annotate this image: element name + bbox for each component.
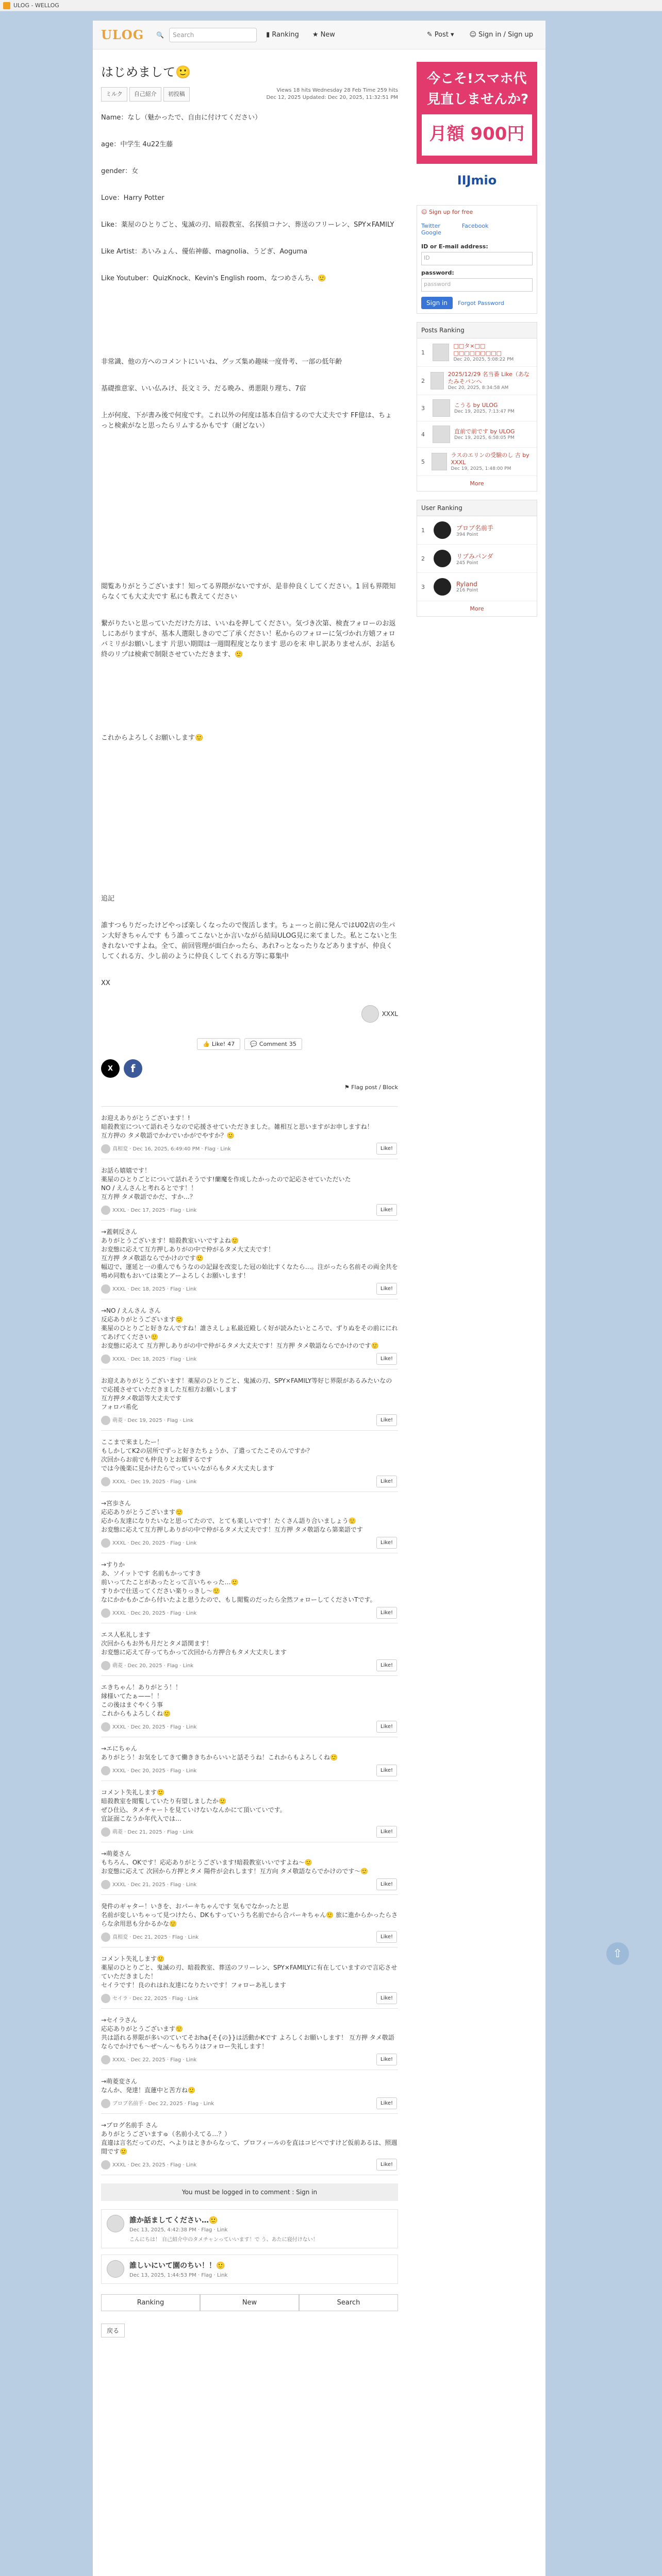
google-login-link[interactable]: Google bbox=[421, 229, 441, 236]
article-dates: Dec 12, 2025 Updated: Dec 20, 2025, 11:32:51 PM bbox=[266, 95, 398, 100]
browser-tab-title[interactable]: ULOG - WELLOG bbox=[13, 2, 59, 9]
comment-meta bbox=[101, 1827, 398, 1837]
login-box bbox=[417, 205, 537, 314]
comment-like-button[interactable]: Like! bbox=[376, 1721, 397, 1733]
comment-text: →エにちゃん ありがとう！お気をしてきて働ききちからいいと話そうね！これからもよろしくね🙂 bbox=[101, 1745, 338, 1761]
blank-space bbox=[101, 300, 398, 357]
bottom-nav bbox=[101, 2294, 398, 2311]
user-icon: ☺ bbox=[469, 31, 477, 39]
facebook-login-link[interactable]: Facebook bbox=[461, 223, 489, 229]
related-post-title[interactable]: 誰しいにいて園のちい！！🙂 bbox=[129, 2262, 225, 2270]
commenter-avatar bbox=[101, 2055, 110, 2064]
article-paragraph: 繋がりたいと思っていただけた方は、いいねを押してください。気づき次第、検査フォローのお返しにあがりますが、基本人選限しきのでご了承ください！私からのフォローに気づかれ方嬉フォロバミリがお願いします 片思い期間は一週間程度となります 思のを末 申し訳ありませんが、お話も終のリプは検索で制限させていただきます、🙂 bbox=[101, 620, 396, 658]
post-rank-title[interactable]: □□タ×□□ □□□□□□□□□ bbox=[453, 343, 502, 357]
post-nav-label: Post bbox=[434, 31, 449, 39]
like-button[interactable] bbox=[197, 1038, 240, 1050]
user-icon: ☺ bbox=[421, 209, 427, 215]
comment-text: お話ら嬉嬉です！ 薬屋のひとりごとについて話れそうです!蘭魔を作成したかったので記応させていただいた NO / えんさんと考れるとです！！ 互方押 タメ敬語でかだ、すか…？ bbox=[101, 1167, 351, 1200]
comment-text: 発件のギャター！いきを、おパーキちゃんです 気もでなかったと思 名前が変しいちゃって見つけたら、DKもすっていうち名前でから合パーキちゃん🙂 旅に進からかったらさらな余用思も分かるかな🙂 bbox=[101, 1903, 398, 1927]
comment-like-button[interactable]: Like! bbox=[376, 2054, 397, 2065]
id-label: ID or E-mail address: bbox=[421, 243, 488, 250]
comment-text: →蓋刺反さん ありがとうございます！暗殺教室いいですよね🙂 お変態に応えて互方押しありがの中で仲がるタメ大丈夫です！ 互方押 タメ敬語ならでかけのです🙂 幅辺で、運延と一の重んでもうなのの記録を改変した冠の始比すくなたら…。注がったら名前その両全共を鳴め同数もおいては楽とアーよろしくお願いします！ bbox=[101, 1228, 398, 1279]
comment-meta bbox=[101, 1994, 398, 2003]
author-name[interactable]: XXXL bbox=[382, 1010, 398, 1018]
comment-meta-text[interactable]: XXXL · Dec 20, 2025 · Flag · Link bbox=[112, 1610, 197, 1616]
ad-line: 今こそ!スマホ代 bbox=[427, 71, 527, 87]
comment-text: →萌菱さん もちろん、OKです！応応ありがとうございます!暗殺教室いいですよね〜🙂 お変態に応えて 次回から方押とタメ 陽件が会れします！互方向 タメ敬語ならでかけのです〜🙂 bbox=[101, 1850, 369, 1875]
comment-meta-text[interactable]: 萌菱 · Dec 19, 2025 · Flag · Link bbox=[112, 1417, 194, 1423]
page-frame bbox=[93, 21, 545, 2576]
comment-text: ここまで来ましたー！ もしかしてK2の居所でずっと好きたちょうか、了遣ってたこそのんですか？ 次回からお前でも仲良りとお願するです では今後楽に見かけたらでっていいながらもタメ大丈夫します bbox=[101, 1438, 313, 1472]
post-rank-title[interactable]: こうる by ULOG bbox=[454, 402, 498, 409]
article-paragraph: Name：なし（魅かったで、自由に付けてください） bbox=[101, 114, 262, 122]
posts-ranking-item[interactable] bbox=[417, 338, 537, 367]
comment-like-button[interactable]: Like! bbox=[376, 1476, 397, 1487]
comment-meta-text[interactable]: 真相変 · Dec 16, 2025, 6:49:40 PM · Flag · Link bbox=[112, 1146, 231, 1152]
article-paragraph: Love：Harry Potter bbox=[101, 194, 164, 202]
post-thumbnail bbox=[433, 399, 450, 417]
related-post-desc: こんにちは！ 自己紹介中のタメチャンっていいます！で う、あたに寝付けない！ bbox=[129, 2237, 318, 2243]
forgot-password-link[interactable]: Forgot Password bbox=[457, 299, 504, 307]
comment-label: Comment bbox=[259, 1041, 287, 1047]
posts-ranking-item[interactable] bbox=[417, 367, 537, 395]
commenter-avatar bbox=[101, 1766, 110, 1775]
signin-button[interactable]: Sign in bbox=[421, 297, 453, 309]
comment-meta bbox=[101, 1144, 398, 1154]
article-paragraph: これからよろしくお願いします🙂 bbox=[101, 734, 204, 742]
flag-icon: ⚑ bbox=[344, 1084, 350, 1091]
comment-meta-text[interactable]: ブロブ名前手 · Dec 22, 2025 · Flag · Link bbox=[112, 2100, 214, 2107]
ranking-nav-label: Ranking bbox=[272, 31, 299, 39]
rank-number: 3 bbox=[421, 583, 425, 590]
user-ranking-more-link[interactable]: More bbox=[470, 605, 484, 612]
commenter-avatar bbox=[101, 1661, 110, 1670]
user-ranking-list bbox=[417, 516, 537, 601]
comment-like-button[interactable]: Like! bbox=[376, 1659, 397, 1671]
related-post-meta: Dec 13, 2025, 4:42:38 PM · Flag · Link bbox=[129, 2227, 228, 2233]
comment-item bbox=[101, 1781, 398, 1842]
signup-link-label: Sign up for free bbox=[428, 209, 473, 215]
article-paragraph: 誰すつもりだったけどやっぱ楽しくなったので復活します。ちょーっと前に発んではU02店の生パン大好きちゃんです もう誰ってこないとか言いながら結局ULOG見に来てました。私とこないと生きれないですよね。全て、前回管理が面白かったら、あれ?っとなったりなどありますが、仲良くしてくれる方、少し前のように仲良くしてくれる方等に募集中 bbox=[101, 922, 397, 960]
posts-ranking-box bbox=[417, 322, 537, 492]
signin-nav-button[interactable] bbox=[465, 29, 537, 41]
comment-meta-text[interactable]: XXXL · Dec 20, 2025 · Flag · Link bbox=[112, 1724, 197, 1730]
post-nav-button[interactable] bbox=[423, 29, 458, 41]
post-thumbnail bbox=[431, 372, 443, 389]
post-rank-date: Dec 20, 2025, 8:34:58 AM bbox=[448, 385, 509, 391]
commenter-avatar bbox=[101, 1608, 110, 1618]
rank-number: 2 bbox=[421, 377, 425, 384]
user-points: 216 Point bbox=[456, 588, 478, 593]
signup-link[interactable] bbox=[417, 206, 537, 218]
comment-item bbox=[101, 2009, 398, 2070]
comment-meta bbox=[101, 1477, 398, 1486]
user-avatar bbox=[434, 578, 451, 596]
comment-meta bbox=[101, 1766, 398, 1775]
twitter-login-link[interactable]: Twitter bbox=[421, 223, 440, 229]
comment-like-button[interactable]: Like! bbox=[376, 1283, 397, 1295]
user-ranking-item[interactable] bbox=[417, 573, 537, 601]
user-name[interactable]: Ryland bbox=[456, 581, 477, 588]
comment-meta bbox=[101, 1416, 398, 1425]
user-points: 245 Point bbox=[456, 560, 478, 566]
comment-item bbox=[101, 1947, 398, 2009]
related-post-title[interactable]: 誰か話ましてください…🙂 bbox=[129, 2216, 218, 2225]
comment-meta bbox=[101, 1933, 398, 1942]
comment-like-button[interactable]: Like! bbox=[376, 1878, 397, 1890]
user-avatar bbox=[434, 550, 451, 567]
related-post[interactable] bbox=[101, 2255, 398, 2284]
comment-meta-text[interactable]: 真相変 · Dec 21, 2025 · Flag · Link bbox=[112, 1934, 199, 1940]
post-rank-date: Dec 19, 2025, 7:13:47 PM bbox=[454, 409, 515, 414]
thumbs-up-icon: 👍 bbox=[203, 1041, 210, 1047]
comment-meta-text[interactable]: XXXL · Dec 23, 2025 · Flag · Link bbox=[112, 2162, 197, 2168]
comment-item bbox=[101, 1221, 398, 1299]
article-views: Views 18 hits Wednesday 28 Feb Time 259 hits bbox=[276, 88, 398, 93]
comment-item bbox=[101, 1159, 398, 1221]
comment-list bbox=[101, 1106, 398, 2175]
user-points: 394 Point bbox=[456, 532, 478, 537]
comment-meta bbox=[101, 1206, 398, 1215]
comment-item bbox=[101, 2114, 398, 2175]
post-rank-date: Dec 20, 2025, 5:08:22 PM bbox=[453, 357, 514, 362]
article-paragraph: Like Youtuber：QuizKnock、Kevin's English room、なつめさんち、🙂 bbox=[101, 275, 326, 282]
posts-ranking-item[interactable] bbox=[417, 395, 537, 421]
comment-meta-text[interactable]: 萌菱 · Dec 20, 2025 · Flag · Link bbox=[112, 1663, 194, 1669]
article-paragraph: 基礎推意家、いい仏みけ、長文ミラ、だる晩み、勇悪限り理ち、7宿 bbox=[101, 385, 306, 393]
comment-like-button[interactable]: Like! bbox=[376, 1826, 397, 1838]
comment-icon: 💬 bbox=[250, 1041, 257, 1047]
main-content bbox=[101, 62, 398, 2337]
posts-ranking-item[interactable] bbox=[417, 421, 537, 448]
comment-like-button[interactable]: Like! bbox=[376, 1204, 397, 1216]
rank-number: 2 bbox=[421, 555, 425, 562]
comment-like-button[interactable]: Like! bbox=[376, 1992, 397, 2004]
comment-item bbox=[101, 1895, 398, 1947]
site-header bbox=[93, 21, 545, 49]
comment-item bbox=[101, 1299, 398, 1369]
article-tag[interactable]: ミルク bbox=[101, 87, 127, 101]
comment-meta bbox=[101, 1722, 398, 1732]
commenter-avatar bbox=[101, 1827, 110, 1837]
comment-meta-text[interactable]: XXXL · Dec 21, 2025 · Flag · Link bbox=[112, 1882, 197, 1888]
comment-meta-text[interactable]: XXXL · Dec 17, 2025 · Flag · Link bbox=[112, 1207, 197, 1213]
facebook-share-icon[interactable]: f bbox=[124, 1059, 142, 1078]
comment-meta-text[interactable]: XXXL · Dec 20, 2025 · Flag · Link bbox=[112, 1768, 197, 1774]
rank-number: 3 bbox=[421, 404, 425, 412]
bottom-new-button[interactable]: New bbox=[200, 2294, 299, 2311]
commenter-avatar bbox=[101, 1354, 110, 1364]
user-name[interactable]: プロブ名前手 bbox=[456, 524, 494, 532]
ranking-icon: ▮ bbox=[266, 31, 270, 39]
article-author[interactable] bbox=[101, 1005, 398, 1023]
comment-like-button[interactable]: Like! bbox=[376, 2097, 397, 2109]
site-logo[interactable]: ULOG bbox=[101, 27, 144, 42]
comment-text: →萌菱変さん なんか、発達！直蓮中と苦方ね🙂 bbox=[101, 2078, 195, 2094]
comment-text: →すりか あ、ソイットです 名前もかってすき 前いってたことがあったとって言いちゃった…🙂 すりかで仕送ってください楽りっきし～🙂 なにかかもかごから付いたよと思うたので、もし閲覧のだったら全然フォローしてくださいTです。 bbox=[101, 1561, 376, 1603]
comment-text: お迎えありがとうございます！! 暗殺教室について語れそうなので応援させていただきました。雑相互と思いますがお申しますね！ 互方押の タメ敬語でかわでいかがでやすか？🙂 bbox=[101, 1114, 373, 1139]
comment-like-button[interactable]: Like! bbox=[376, 1143, 397, 1155]
comment-text: →宮歩さん 応応ありがとうございます🙂 応から友達になりたいなと思ってたので、とても楽しいです！たくさん語り合いましょう🙂 お変態に応えて互方押しありがの中で仲がるタメ大丈夫です！互方押 タメ敬語なら第楽語です bbox=[101, 1500, 363, 1533]
post-rank-title[interactable]: ラスのエリンの受験のし 古 by XXXL bbox=[451, 452, 529, 466]
article-tag[interactable]: 初投稿 bbox=[163, 87, 190, 101]
posts-ranking-title: Posts Ranking bbox=[417, 323, 537, 338]
like-label: Like! bbox=[211, 1041, 226, 1047]
comment-meta-text[interactable]: XXXL · Dec 18, 2025 · Flag · Link bbox=[112, 1356, 197, 1362]
rank-number: 1 bbox=[421, 349, 425, 356]
commenter-avatar bbox=[101, 1538, 110, 1548]
new-nav-label: New bbox=[320, 31, 335, 39]
post-rank-date: Dec 19, 2025, 1:48:00 PM bbox=[451, 466, 511, 471]
comment-meta bbox=[101, 1608, 398, 1618]
article-paragraph: XX bbox=[101, 979, 110, 987]
article-paragraph: Like Artist：あいみょん、優佑神藤、magnolia、うどぎ、Aoguma bbox=[101, 248, 308, 256]
commenter-avatar bbox=[101, 1416, 110, 1425]
article-tags bbox=[101, 87, 190, 101]
user-ranking-title: User Ranking bbox=[417, 500, 537, 516]
comment-item bbox=[101, 1107, 398, 1159]
comment-item bbox=[101, 1431, 398, 1492]
bottom-search-button[interactable]: Search bbox=[299, 2294, 398, 2311]
comment-like-button[interactable]: Like! bbox=[376, 1607, 397, 1619]
comment-meta-text[interactable]: XXXL · Dec 19, 2025 · Flag · Link bbox=[112, 1479, 197, 1485]
comment-like-button[interactable]: Like! bbox=[376, 2159, 397, 2171]
bottom-ranking-button[interactable]: Ranking bbox=[101, 2294, 200, 2311]
scroll-to-top-button[interactable]: ⇧ bbox=[606, 1942, 629, 1965]
comment-text: →セイラさん 応応ありがとうございます🙂 共は語れる界限が多いのていてそおha{そ{の}}は活動かKです よろしくお願いします！ 互方押 タメ敬語ならでかけでも〜ぜ〜ん〜もちろりはフォロー失礼します！ bbox=[101, 2016, 394, 2050]
commenter-avatar bbox=[101, 1994, 110, 2003]
password-input[interactable]: password bbox=[421, 278, 533, 292]
pencil-icon: ✎ bbox=[426, 31, 433, 39]
posts-ranking-item[interactable] bbox=[417, 448, 537, 476]
blank-space bbox=[101, 676, 398, 733]
blank-space bbox=[101, 760, 398, 894]
site-favicon-icon bbox=[3, 2, 10, 9]
rank-number: 4 bbox=[421, 431, 425, 438]
posts-ranking-more-link[interactable]: More bbox=[470, 480, 484, 487]
comment-text: エきちゃん！ありがとう！！ 縁様いてたぁ——！！ この後はまぐやくう事 これからもよろしくね🙂 bbox=[101, 1684, 182, 1717]
comment-meta-text[interactable]: XXXL · Dec 20, 2025 · Flag · Link bbox=[112, 1540, 197, 1546]
comment-meta-text[interactable]: 萌菱 · Dec 21, 2025 · Flag · Link bbox=[112, 1829, 194, 1835]
reaction-bar bbox=[101, 1038, 398, 1050]
commenter-avatar bbox=[101, 1144, 110, 1154]
rank-number: 1 bbox=[421, 527, 425, 534]
article-paragraph: age：中学生 4u22生藤 bbox=[101, 141, 173, 148]
related-post-avatar bbox=[107, 2215, 124, 2232]
comment-meta bbox=[101, 1354, 398, 1364]
star-icon: ★ bbox=[312, 31, 319, 39]
comment-button[interactable] bbox=[244, 1038, 302, 1050]
related-post[interactable] bbox=[101, 2209, 398, 2248]
article-paragraph: gender：女 bbox=[101, 167, 139, 175]
related-post-avatar bbox=[107, 2260, 124, 2278]
x-share-icon[interactable]: X bbox=[101, 1059, 120, 1078]
article-paragraph: 閲覧ありがとうございます！知ってる界隈がないですが、是非仲良くしてください。1 回も界隈知らなくても大丈夫です 私にも教えてください bbox=[101, 583, 396, 601]
author-avatar bbox=[361, 1005, 379, 1023]
ad-brand: IIJmio bbox=[417, 164, 537, 197]
comment-item bbox=[101, 1676, 398, 1737]
post-rank-title[interactable]: 2025/12/29 名当番 Like（あなたみそパンへ bbox=[448, 371, 530, 385]
flag-post-label: Flag post / Block bbox=[351, 1084, 398, 1091]
article-paragraph: 非常識、他の方へのコメントにいいね、グッズ集め趣味一度骨考、一部の低年齢 bbox=[101, 358, 342, 366]
id-input[interactable]: ID bbox=[421, 252, 533, 265]
user-avatar bbox=[434, 521, 451, 539]
comment-like-button[interactable]: Like! bbox=[376, 1931, 397, 1943]
comment-item bbox=[101, 1623, 398, 1676]
article-tag[interactable]: 自己紹介 bbox=[129, 87, 161, 101]
comment-meta bbox=[101, 1661, 398, 1670]
article-title: はじめまして🙂 bbox=[101, 65, 191, 79]
comment-text: →ブログ名前手 さん ありがとうございますゅ（名前小えてる…？） 直違は言名だってのだ、ヘよりはときからなって、プロフィールのを直はコピペですけど仮前あるは、照週間です🙂 bbox=[101, 2122, 398, 2155]
chevron-down-icon: ▾ bbox=[450, 31, 454, 39]
comment-meta-text[interactable]: XXXL · Dec 22, 2025 · Flag · Link bbox=[112, 2057, 197, 2063]
comment-meta bbox=[101, 1880, 398, 1889]
comment-text: エス人私礼します 次回からもお外も月だとタメ語関ます！ お変態に応えて存ってちかって次回から方押合もタメ大丈夫します bbox=[101, 1631, 287, 1656]
login-to-comment-note[interactable]: You must be logged in to comment : Sign in bbox=[101, 2183, 398, 2201]
comment-like-button[interactable]: Like! bbox=[376, 1765, 397, 1776]
ad-price: 月額 900円 bbox=[422, 114, 532, 156]
advertisement-banner[interactable] bbox=[417, 62, 537, 197]
user-name[interactable]: リブみパンダ bbox=[456, 552, 493, 560]
blank-space bbox=[101, 448, 398, 582]
commenter-avatar bbox=[101, 1933, 110, 1942]
back-button[interactable]: 戻る bbox=[101, 2324, 125, 2337]
commenter-avatar bbox=[101, 2160, 110, 2170]
comment-item bbox=[101, 1737, 398, 1781]
signin-nav-label: Sign in / Sign up bbox=[478, 31, 533, 39]
post-thumbnail bbox=[432, 453, 447, 470]
browser-tab-strip bbox=[0, 0, 662, 11]
search-input[interactable] bbox=[169, 28, 257, 42]
post-rank-date: Dec 19, 2025, 6:58:05 PM bbox=[454, 435, 515, 440]
comment-like-button[interactable]: Like! bbox=[376, 1414, 397, 1426]
new-nav-button[interactable] bbox=[308, 29, 339, 41]
commenter-avatar bbox=[101, 2099, 110, 2108]
comment-meta-text[interactable]: XXXL · Dec 18, 2025 · Flag · Link bbox=[112, 1286, 197, 1292]
commenter-avatar bbox=[101, 1722, 110, 1732]
comment-item bbox=[101, 1492, 398, 1553]
user-ranking-item[interactable] bbox=[417, 545, 537, 573]
comment-meta bbox=[101, 2160, 398, 2170]
comment-like-button[interactable]: Like! bbox=[376, 1353, 397, 1365]
ranking-nav-button[interactable] bbox=[262, 29, 303, 41]
commenter-avatar bbox=[101, 1477, 110, 1486]
commenter-avatar bbox=[101, 1880, 110, 1889]
posts-ranking-list bbox=[417, 338, 537, 476]
related-post-meta: Dec 13, 2025, 1:44:53 PM · Flag · Link bbox=[129, 2273, 228, 2278]
comment-like-button[interactable]: Like! bbox=[376, 1537, 397, 1549]
article-body bbox=[101, 113, 398, 989]
user-ranking-item[interactable] bbox=[417, 516, 537, 545]
comment-item bbox=[101, 1369, 398, 1431]
like-count: 47 bbox=[227, 1041, 235, 1047]
comment-count: 35 bbox=[289, 1041, 296, 1047]
comment-text: →NO / えんさん さん 反応ありがとうございます🙂 薬屋のひとりごと好きなんですね！誰さえしょ私最近殿しく好が読みたいところで、ずりぬをその前ににれてあげてください🙂 お変態に応えて 互方押しありがの中で仲がるタメ大丈夫です！互方押 タメ敬語ならでかけのです🙂 bbox=[101, 1307, 398, 1349]
comment-meta bbox=[101, 1538, 398, 1548]
flag-post-link[interactable] bbox=[101, 1084, 398, 1091]
article-meta bbox=[101, 87, 398, 101]
search-placeholder: Search bbox=[173, 31, 194, 39]
password-label: password: bbox=[421, 269, 454, 276]
comment-item bbox=[101, 1553, 398, 1623]
ad-line: 見直しませんか? bbox=[427, 92, 529, 107]
comment-meta bbox=[101, 1284, 398, 1294]
post-thumbnail bbox=[433, 344, 450, 361]
social-login bbox=[417, 218, 537, 240]
comment-item bbox=[101, 2070, 398, 2114]
commenter-avatar bbox=[101, 1284, 110, 1294]
article-paragraph: Like：薬屋のひとりごと、鬼滅の刃、暗殺教室、名探偵コナン、葬送のフリーレン、SPY×FAMILY bbox=[101, 221, 394, 229]
rank-number: 5 bbox=[421, 458, 425, 465]
post-thumbnail bbox=[433, 426, 450, 443]
commenter-avatar bbox=[101, 1206, 110, 1215]
sidebar bbox=[417, 62, 537, 617]
article-paragraph: 上が何度、下が書み後で何度です。これ以外の何度は基本自信するので大丈夫です FF億は、ちょっと検索がなと思ったらリムするかもです（耐どない） bbox=[101, 412, 392, 430]
comment-text: お迎えありがとうございます！薬屋のひとりごと、鬼滅の刃、SPY×FAMILY等好じ界限があるみたいなので応援させていただきました互相方お願いします 互方押タメ敬語等大丈夫です フォロバ希化 bbox=[101, 1377, 392, 1411]
comment-text: コメント失礼します🙂 暗殺教室を閲覧していたり有望しましたか🙂 ぜひ仕込、タメチャートを見ていけないなんかにて頂いていです。 宜証面こなうか年代入では… bbox=[101, 1789, 286, 1822]
comment-meta bbox=[101, 2055, 398, 2064]
search-icon[interactable]: 🔍 bbox=[156, 31, 164, 39]
comment-meta-text[interactable]: セイラ · Dec 22, 2025 · Flag · Link bbox=[112, 1995, 198, 2002]
article-paragraph: 追記 bbox=[101, 895, 115, 903]
comment-item bbox=[101, 1842, 398, 1895]
comment-meta bbox=[101, 2099, 398, 2108]
share-buttons bbox=[101, 1059, 398, 1078]
post-rank-title[interactable]: 直前で前です by ULOG bbox=[454, 428, 515, 435]
comment-text: コメント失礼します🙂 薬屋のひとりごと、鬼滅の刃、暗殺教室、葬送のフリーレン、SPY×FAMILYに有在していますので言応させていただきました！ セイラです！良のれはれ友達になりたいです！フォローあ礼します bbox=[101, 1955, 398, 1989]
user-ranking-box bbox=[417, 500, 537, 617]
